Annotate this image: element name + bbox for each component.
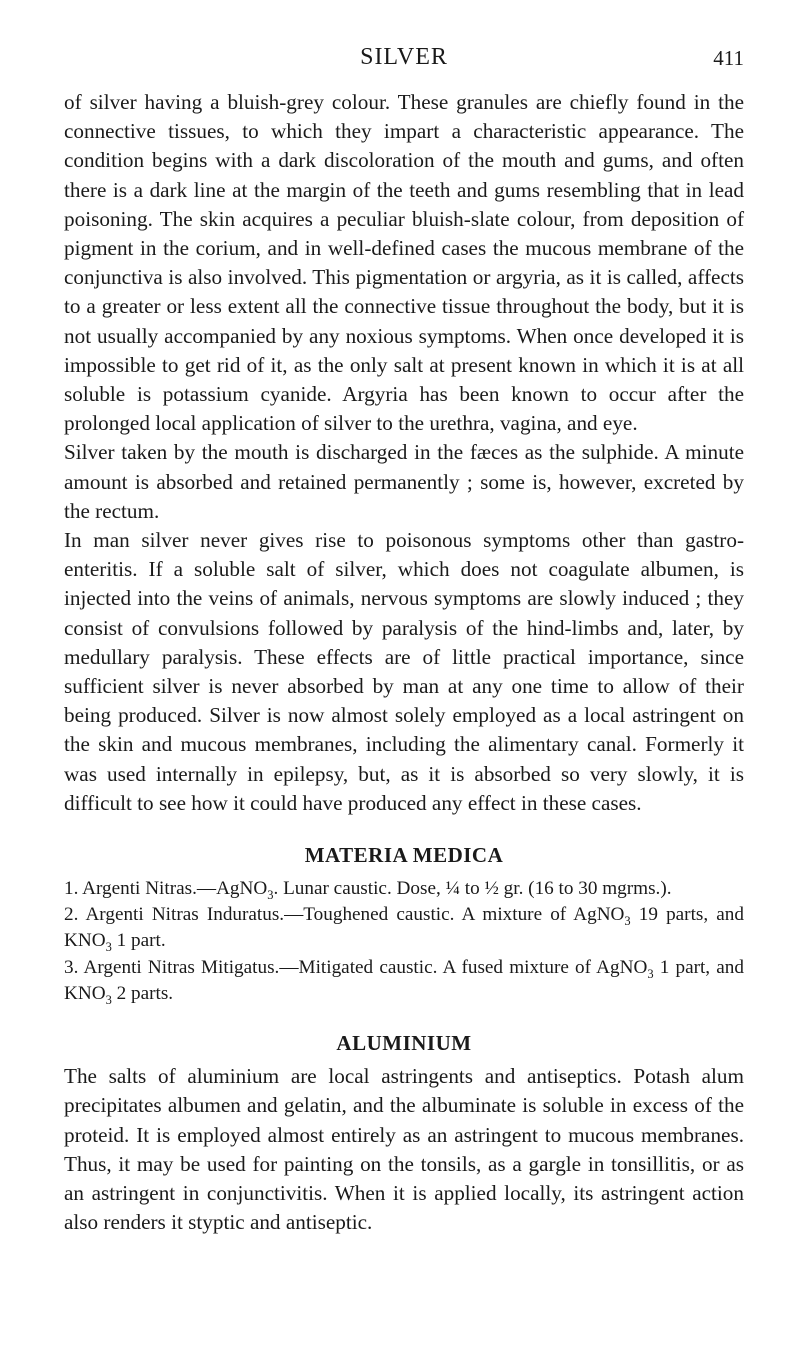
materia-medica-item: 1. Argenti Nitras.—AgNO$_3$. Lunar caustic. Dose, ¼ to ½ gr. (16 to 30 mgrms.). bbox=[64, 878, 672, 902]
paragraph-symptoms: In man silver never gives rise to poisonous symptoms other than gastro-enteritis. If a soluble salt of silver, which does not coagulate albumen, is injected into the veins of animals, nervous symptoms are slowly induced ; they consist of convulsions followed by paralysis of the hind-limbs and, later, by medullary paralysis. These effects are of little practical importance, since sufficient silver is never absorbed by man at any one time to allow of their being produced. Silver is now almost solely employed as a local astringent on the skin and mucous membranes, including the alimentary canal. Formerly it was used internally in epilepsy, but, as it is absorbed so very slowly, it is difficult to see how it could have produced any effect in these cases. bbox=[64, 528, 744, 815]
running-head: SILVER bbox=[360, 44, 448, 70]
paragraph-argyria: of silver having a bluish-grey colour. These granules are chiefly found in the connective tissues, to which they impart a characteristic appearance. The condition begins with a dark discoloration of the mouth and gums, and often there is a dark line at the margin of the teeth and gums resembling that in lead poisoning. The skin acquires a peculiar bluish-slate colour, from deposition of pigment in the corium, and in well-defined cases the mucous membrane of the conjunctiva is also involved. This pigmentation or argyria, as it is called, affects to a greater or less extent all the connective tissue throughout the body, but it is not usually accompanied by any noxious symptoms. When once developed it is impossible to get rid of it, as the only salt at present known in which it is at all soluble is potassium cyanide. Argyria has been known to occur after the prolonged local application of silver to the urethra, vagina, and eye. bbox=[64, 90, 744, 436]
materia-medica-heading: MATERIA MEDICA bbox=[304, 843, 504, 868]
page-header bbox=[64, 44, 744, 74]
page-body bbox=[64, 88, 744, 1237]
materia-medica-item: 2. Argenti Nitras Induratus.—Toughened caustic. A mixture of AgNO$_3$ 19 parts, and $KNO_3$ 1 part. bbox=[64, 904, 744, 955]
materia-medica-item: 3. Argenti Nitras Mitigatus.—Mitigated caustic. A fused mixture of AgNO$_3$ 1 part, and $KNO_3$ 2 parts. bbox=[64, 956, 744, 1007]
aluminium-heading: ALUMINIUM bbox=[336, 1031, 472, 1056]
page-number: 411 bbox=[713, 46, 744, 70]
paragraph-excretion: Silver taken by the mouth is discharged in the fæces as the sulphide. A minute amount is absorbed and retained permanently ; some is, however, excreted by the rectum. bbox=[64, 440, 744, 523]
paragraph-aluminium: The salts of aluminium are local astringents and antiseptics. Potash alum precipitates albumen and gelatin, and the albuminate is soluble in excess of the proteid. It is employed almost entirely as an astringent to mucous membranes. Thus, it may be used for painting on the tonsils, as a gargle in tonsillitis, or as an astringent in conjunctivitis. When it is applied locally, its astringent action also renders it styptic and antiseptic. bbox=[64, 1064, 744, 1235]
